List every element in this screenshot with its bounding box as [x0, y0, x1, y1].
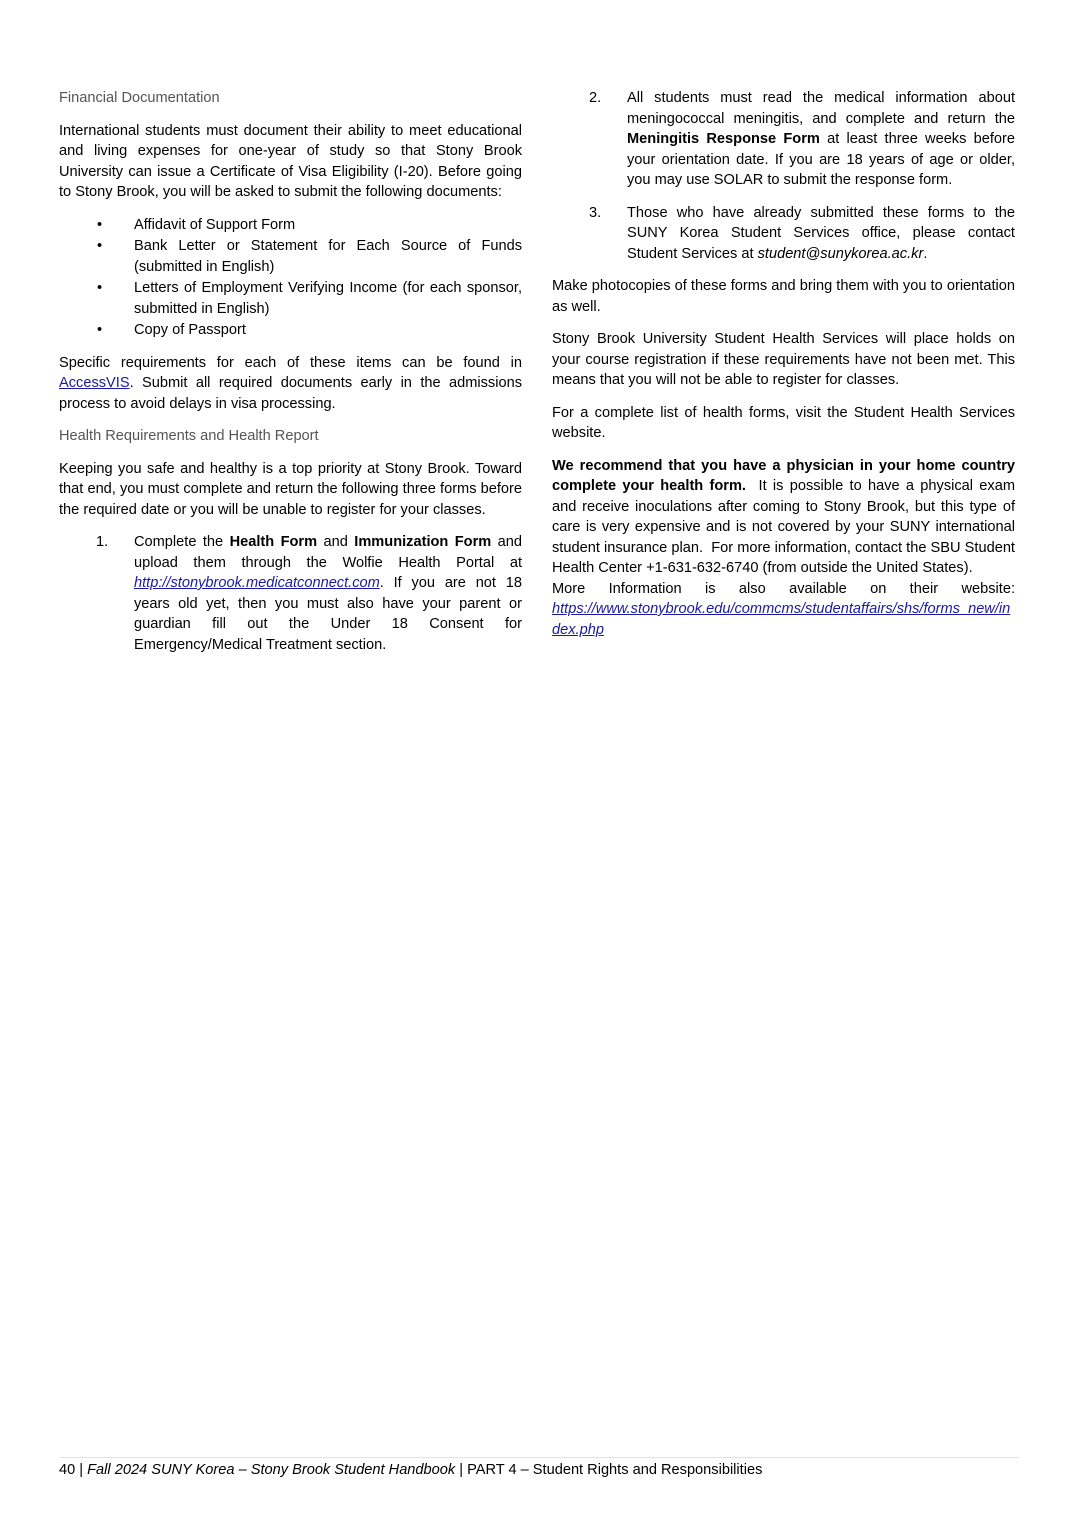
financial-intro-paragraph: International students must document their ability to meet educational and living expenses for one-year of study so that Stony Brook University can issue a Certificate of Visa Eligibility (I-20). Before going to Stony Brook, you will be asked to submit the following documents:	[59, 122, 522, 200]
financial-documentation-heading: Financial Documentation	[59, 90, 220, 106]
health-requirements-heading: Health Requirements and Health Report	[59, 428, 319, 444]
bullet-icon: •	[97, 216, 103, 233]
list-item: • Letters of Employment Verifying Income (for each sponsor, submitted in English)	[97, 280, 522, 317]
registration-holds-paragraph: Stony Brook University Student Health Services will place holds on your course registration if these requirements have not been met. This means that you will not be able to register for classes.	[552, 331, 1015, 388]
list-item: 3. Those who have already submitted these forms to the SUNY Korea Student Services office, please contact Student Services at student@sunykorea.ac.kr.	[589, 204, 1015, 262]
section-title: PART 4 – Student Rights and Responsibilities	[467, 1462, 763, 1478]
handbook-title: Fall 2024 SUNY Korea – Stony Brook Student Handbook	[87, 1462, 456, 1478]
list-number: 2.	[589, 90, 602, 106]
student-services-email: student@sunykorea.ac.kr	[757, 245, 924, 262]
list-item: • Bank Letter or Statement for Each Source of Funds (submitted in English)	[97, 238, 522, 275]
shs-website-link[interactable]: https://www.stonybrook.edu/commcms/studentaffairs/shs/forms_new/index.php	[552, 601, 1011, 638]
health-intro-paragraph: Keeping you safe and healthy is a top priority at Stony Brook. Toward that end, you must complete and return the following three forms before the required date or you will be unable to register for your classes.	[59, 460, 522, 518]
photocopies-paragraph: Make photocopies of these forms and bring them with you to orientation as well.	[552, 278, 1015, 315]
footer-divider	[59, 1457, 1019, 1458]
list-item: 2. All students must read the medical information about meningococcal meningitis, and complete and return the Meningitis Response Form at least three weeks before your orientation date. If you are 18 years of age or older, you may use SOLAR to submit the response form.	[589, 90, 1016, 188]
specific-requirements-paragraph: Specific requirements for each of these items can be found in AccessVIS. Submit all required documents early in the admissions process to avoid delays in visa processing.	[59, 354, 522, 412]
list-item: • Affidavit of Support Form	[59, 215, 522, 236]
accessvis-link[interactable]: AccessVIS	[59, 375, 130, 391]
right-column	[552, 88, 1020, 640]
list-item: 1. Complete the Health Form and Immunization Form and upload them through the Wolfie Health Portal at http://stonybrook.medicatconnect.com. If you are not 18 years old yet, then you must also have your parent or guardian fill out the Under 18 Consent for Emergency/Medical Treatment section.	[96, 534, 522, 653]
health-forms-list-paragraph: For a complete list of health forms, visit the Student Health Services website.	[552, 404, 1015, 441]
bullet-icon: •	[97, 280, 103, 296]
physician-recommendation-paragraph: We recommend that you have a physician in your home country complete your health form. It is possible to have a physical exam and receive inoculations after coming to Stony Brook, but this type of care is very expensive and is not covered by your SUNY international student insurance plan. For more information, contact the SBU Student Health Center +1-631-632-6740 (from outside the United States).	[552, 457, 1020, 576]
list-item: • Copy of Passport	[59, 320, 522, 341]
page-number: 40	[59, 1462, 76, 1478]
website-link-paragraph	[552, 599, 1015, 640]
more-information-line: More Information is also available on their website:	[552, 580, 1015, 597]
wolfie-health-portal-link[interactable]: http://stonybrook.medicatconnect.com	[134, 575, 380, 591]
bullet-icon: •	[97, 238, 103, 254]
bullet-icon: •	[97, 322, 103, 338]
list-number: 3.	[589, 204, 602, 221]
page-footer: 40 | Fall 2024 SUNY Korea – Stony Brook Student Handbook | PART 4 – Student Rights and Responsibilities	[59, 1462, 763, 1478]
required-documents-list	[59, 215, 522, 341]
health-steps-list	[59, 532, 522, 655]
list-number: 1.	[96, 534, 109, 550]
left-column	[59, 88, 522, 667]
health-steps-list-continued	[552, 88, 1015, 264]
